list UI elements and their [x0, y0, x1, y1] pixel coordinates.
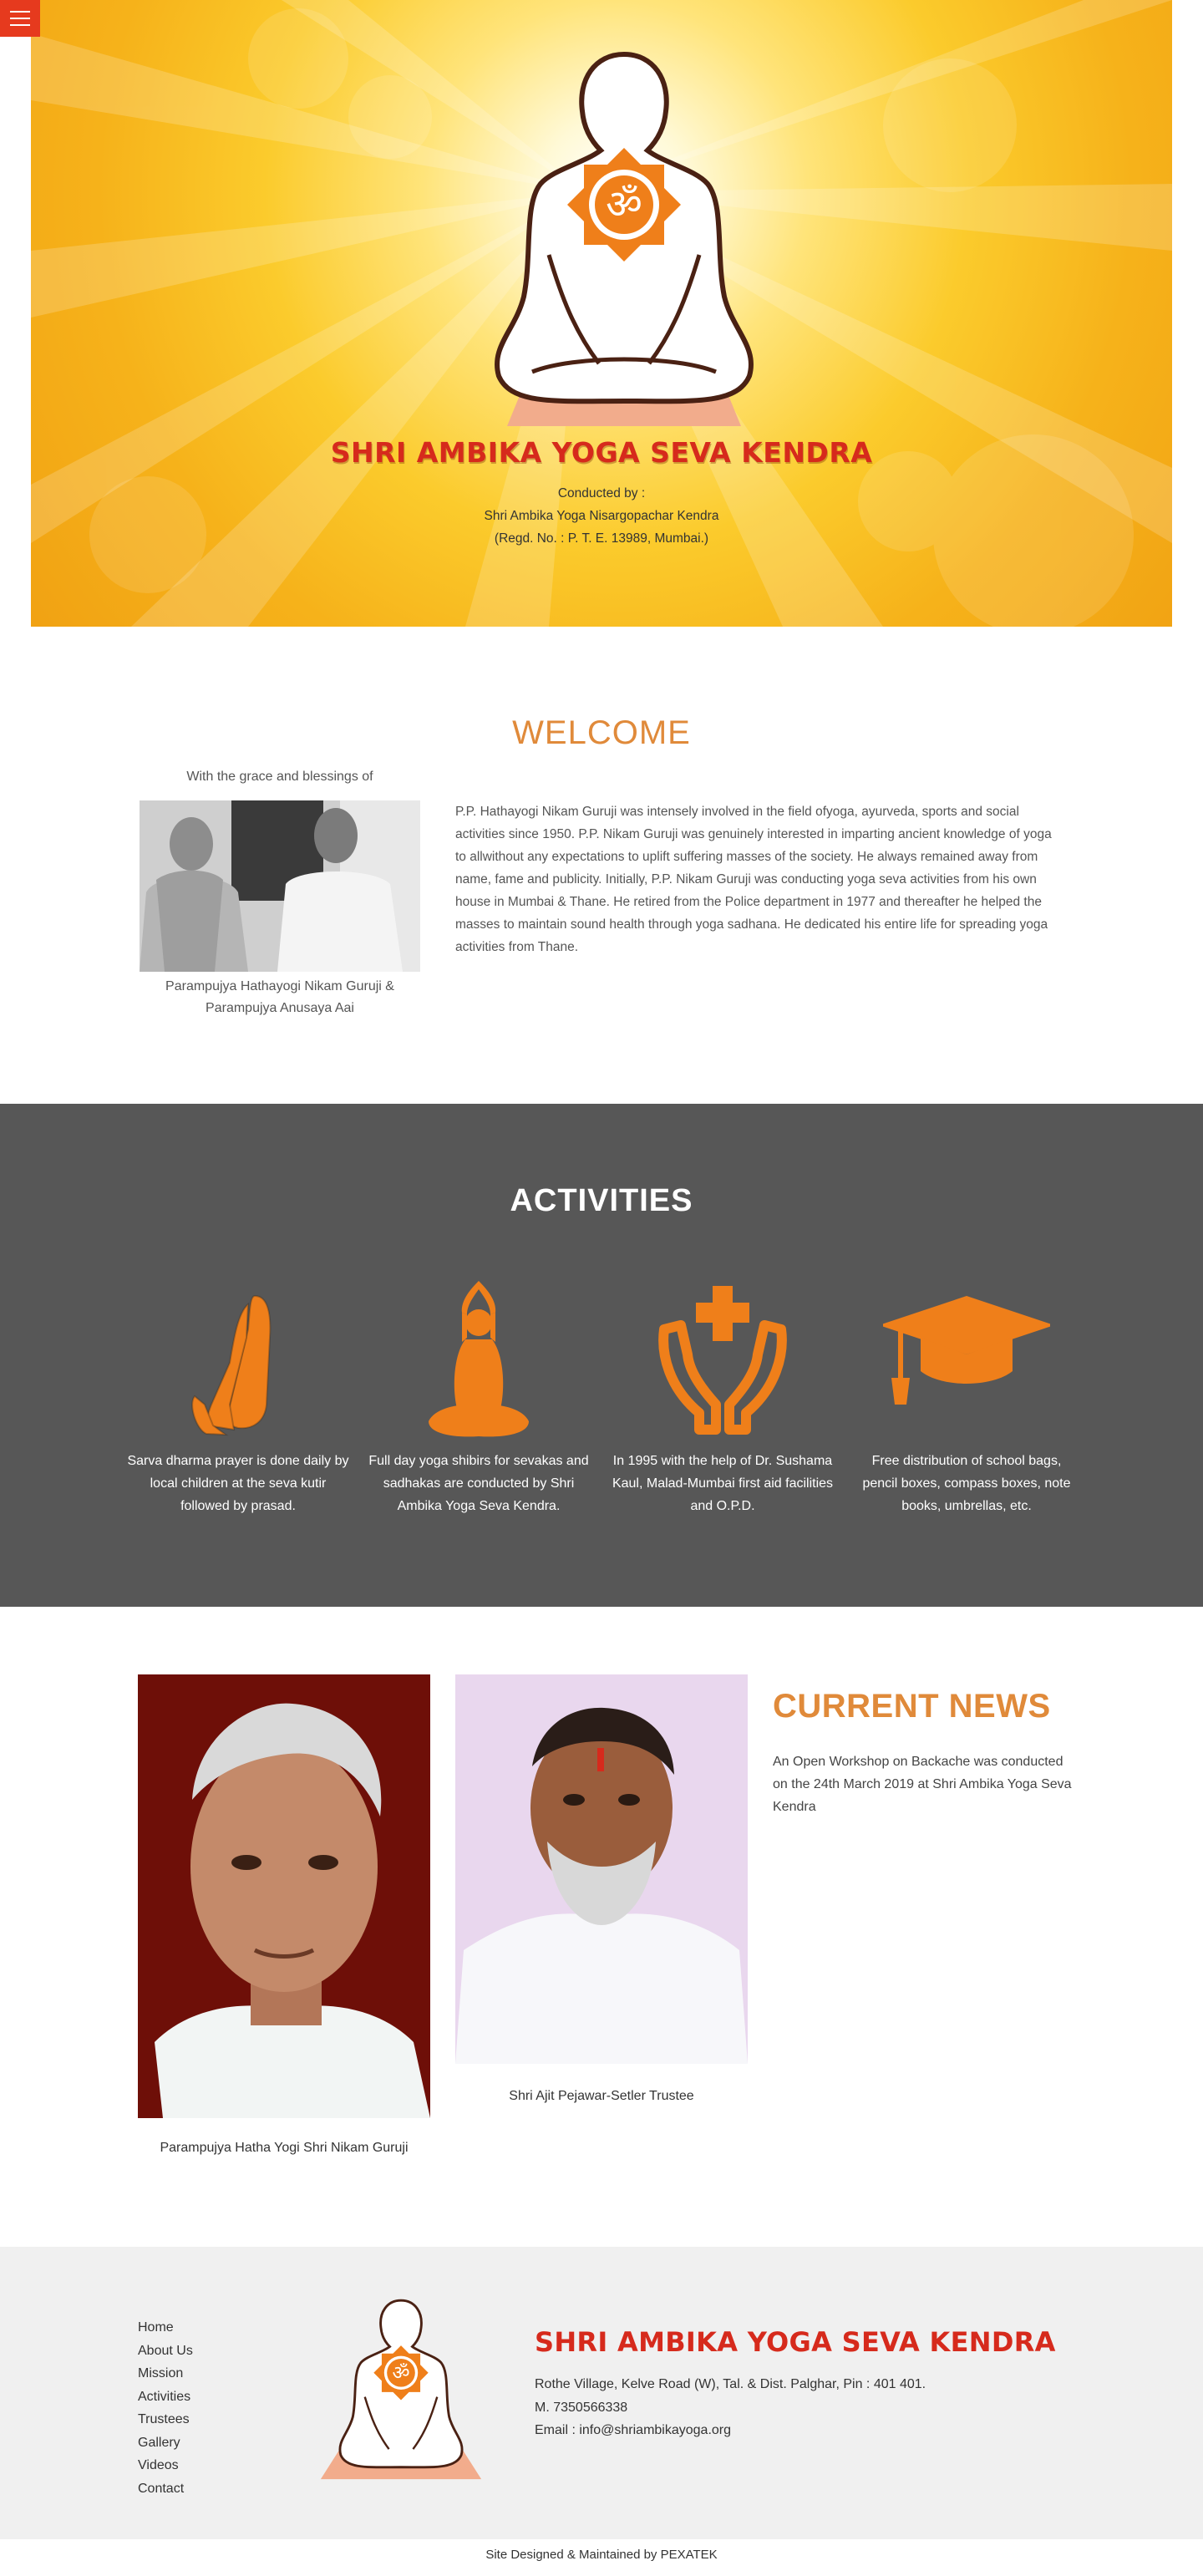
trustee-portrait-photo — [455, 1674, 748, 2064]
hero-title: SHRI AMBIKA YOGA SEVA KENDRA — [330, 436, 873, 469]
footer-logo-icon — [297, 2284, 505, 2493]
footer-link-mission[interactable]: Mission — [138, 2366, 184, 2380]
activity-text: Sarva dharma prayer is done daily by local children at the seva kutir followed by prasad. — [127, 1454, 349, 1513]
footer-link-videos[interactable]: Videos — [138, 2458, 179, 2472]
welcome-grace-text: With the grace and blessings of — [186, 770, 373, 784]
hero-conducted-by: Conducted by : — [557, 486, 646, 500]
hero-banner — [31, 0, 1172, 627]
menu-button[interactable] — [0, 0, 40, 37]
praying-hands-icon — [155, 1279, 322, 1446]
guruji-couple-photo — [140, 800, 420, 972]
hero-org-name: Shri Ambika Yoga Nisargopachar Kendra — [484, 509, 719, 523]
hero-subtitle — [31, 482, 1172, 550]
guruji-portrait-image — [138, 1674, 430, 2118]
footer-title: SHRI AMBIKA YOGA SEVA KENDRA — [535, 2326, 1056, 2358]
footer-link-about-us[interactable]: About Us — [138, 2343, 193, 2358]
activity-text: In 1995 with the help of Dr. Sushama Kaul, Malad-Mumbai first aid facilities and O.P.D. — [612, 1454, 834, 1513]
hamburger-line — [10, 24, 30, 26]
footer — [0, 2247, 1203, 2539]
footer-link-gallery[interactable]: Gallery — [138, 2435, 180, 2450]
footer-link-activities[interactable]: Activities — [138, 2389, 191, 2404]
activity-item — [854, 1279, 1079, 1517]
svg-text:ॐ: ॐ — [392, 2362, 410, 2385]
medical-care-hands-icon — [639, 1279, 806, 1446]
footer-contact — [535, 2373, 926, 2442]
guruji-couple-image — [140, 800, 420, 972]
footer-link-contact[interactable]: Contact — [138, 2481, 185, 2496]
current-news-text: An Open Workshop on Backache was conducted on the 24th March 2019 at Shri Ambika Yoga Seva Kendra — [773, 1755, 1072, 1814]
caption-line-1: Parampujya Hathayogi Nikam Guruji & — [165, 979, 394, 993]
caption-line-2: Parampujya Anusaya Aai — [206, 1001, 354, 1015]
footer-nav — [138, 2316, 193, 2500]
meditating-om-logo-icon — [407, 46, 841, 430]
activity-text: Free distribution of school bags, pencil boxes, compass boxes, note books, umbrellas, etc. — [862, 1454, 1071, 1513]
welcome-body-text: P.P. Hathayogi Nikam Guruji was intensely involved in the field ofyoga, ayurveda, sports and social activities since 1950. P.P. Nikam Guruji was genuinely interested in imparting ancient knowledge of yoga to allwithout any expectations to uplift suffering masses of the society. He always remained away from name, fame and publicity. Initially, P.P. Nikam Guruji was conducting yoga seva activities from his own house in Mumbai & Thane. He retired from the Police department in 1977 and thereafter he helped the masses to maintain sound health through yoga sadhana. He dedicated his entire life for spreading yoga activities from Thane. — [455, 805, 1052, 954]
trustee-portrait-image — [455, 1674, 748, 2064]
couple-photo-caption — [140, 976, 420, 1019]
graduation-cap-icon — [883, 1279, 1050, 1446]
activities-title: ACTIVITIES — [510, 1183, 693, 1218]
footer-email[interactable]: Email : info@shriambikayoga.org — [535, 2423, 732, 2437]
yoga-pose-icon — [395, 1279, 562, 1446]
hero-regd-no: (Regd. No. : P. T. E. 13989, Mumbai.) — [494, 531, 709, 546]
current-news-title: CURRENT NEWS — [773, 1688, 1051, 1725]
footer-address: Rothe Village, Kelve Road (W), Tal. & Dist. Palghar, Pin : 401 401. — [535, 2377, 926, 2391]
hamburger-line — [10, 18, 30, 19]
activity-item — [610, 1279, 835, 1517]
activity-item — [125, 1279, 351, 1517]
trustee-caption: Shri Ajit Pejawar-Setler Trustee — [509, 2089, 694, 2103]
svg-text:ॐ: ॐ — [606, 181, 642, 228]
footer-link-trustees[interactable]: Trustees — [138, 2412, 190, 2426]
activity-item — [366, 1279, 591, 1517]
guruji-portrait-photo — [138, 1674, 430, 2118]
welcome-title: WELCOME — [512, 714, 691, 751]
guruji-caption: Parampujya Hatha Yogi Shri Nikam Guruji — [160, 2141, 409, 2155]
activities-section — [0, 1104, 1203, 1607]
activity-text: Full day yoga shibirs for sevakas and sadhakas are conducted by Shri Ambika Yoga Seva Kendra. — [368, 1454, 589, 1513]
footer-link-home[interactable]: Home — [138, 2320, 174, 2335]
footer-mobile: M. 7350566338 — [535, 2400, 628, 2415]
site-credit: Site Designed & Maintained by PEXATEK — [485, 2548, 718, 2562]
hamburger-icon — [10, 11, 30, 13]
